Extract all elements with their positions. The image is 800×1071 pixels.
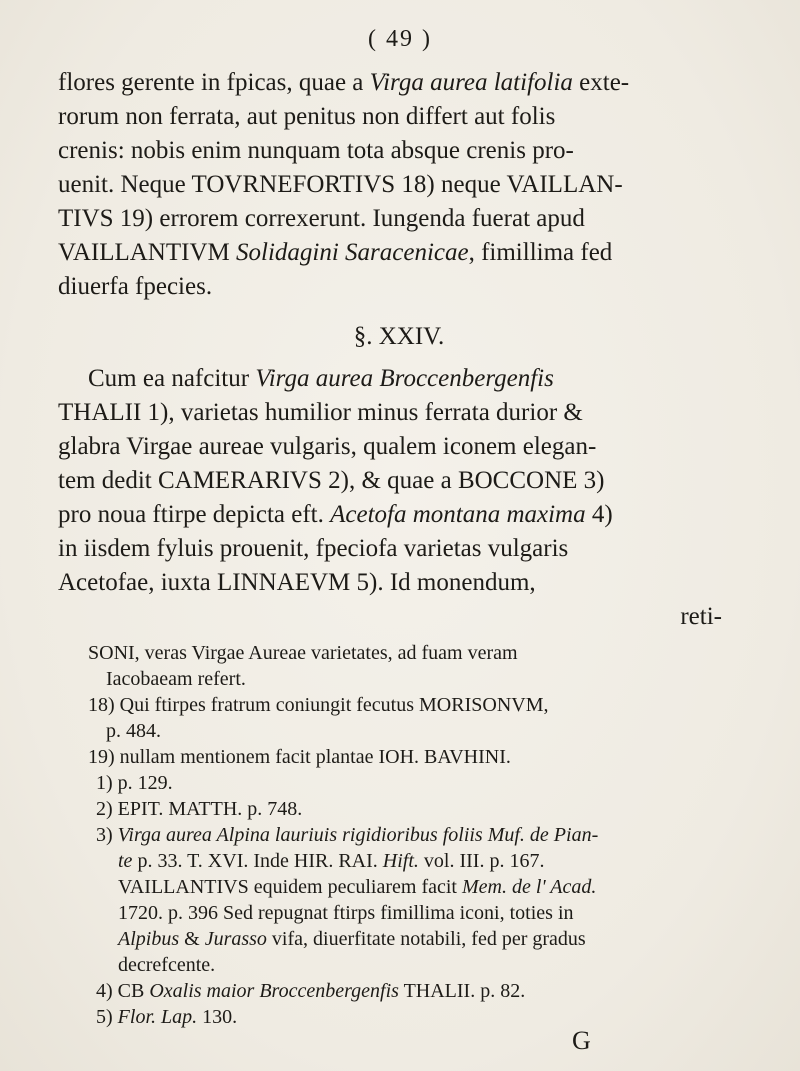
text-line: THALII 1), varietas humilior minus ferrata durior & <box>58 399 583 426</box>
italic-span: Alpibus <box>118 928 180 950</box>
text-line: uenit. Neque TOVRNEFORTIVS 18) neque VAILLAN- <box>58 171 623 198</box>
text-span: 4) <box>585 501 613 528</box>
text-span: 5) <box>96 1006 118 1028</box>
footnote-line <box>118 848 544 874</box>
text-line: tem dedit CAMERARIVS 2), & quae a BOCCONE 3) <box>58 467 605 494</box>
italic-span: Hift. <box>382 850 419 872</box>
text-span: THALII. p. 82. <box>398 980 526 1002</box>
footnote-line <box>118 926 586 952</box>
signature-mark: G <box>572 1026 591 1055</box>
text-line <box>58 236 740 270</box>
text-span: flores gerente in fpicas, quae a <box>58 69 370 96</box>
footnote-line <box>96 822 598 848</box>
italic-span: Flor. Lap. <box>117 1006 198 1028</box>
footnote-line: 2) EPIT. MATTH. p. 748. <box>96 798 303 820</box>
page-number: ( 49 ) <box>368 26 432 52</box>
italic-span: Jurasso <box>204 928 267 950</box>
footnote-line: p. 484. <box>106 720 161 742</box>
text-line: rorum non ferrata, aut penitus non differt aut folis <box>58 103 556 130</box>
text-span: vol. III. p. 167. <box>418 850 545 872</box>
catchword: reti- <box>680 603 722 630</box>
footnote-line: 19) nullam mentionem facit plantae IOH. BAVHINI. <box>88 746 511 768</box>
italic-span: Mem. de l' Acad. <box>461 876 597 898</box>
footnote-line: SONI, veras Virgae Aureae varietates, ad fuam veram <box>88 642 518 664</box>
footnote-line: 1) p. 129. <box>96 772 173 794</box>
text-span: 4) CB <box>96 980 150 1002</box>
footnote-line: decrefcente. <box>118 954 216 976</box>
footnote-line <box>96 978 525 1004</box>
text-span: pro noua ftirpe depicta eft. <box>58 501 331 528</box>
text-span: VAILLANTIVS equidem peculiarem facit <box>118 876 462 898</box>
text-line <box>58 498 740 532</box>
section-heading: §. XXIV. <box>353 323 445 350</box>
text-span: & <box>179 928 205 950</box>
text-line: crenis: nobis enim nunquam tota absque crenis pro- <box>58 137 574 164</box>
text-span: Cum ea nafcitur <box>88 365 256 392</box>
text-line: TIVS 19) errorem correxerunt. Iungenda fuerat apud <box>58 205 585 232</box>
footnote-line: 18) Qui ftirpes fratrum coniungit fecutus MORISONVM, <box>88 694 549 716</box>
text-span: vifa, diuerfitate notabili, fed per gradus <box>266 928 586 950</box>
text-line: diuerfa fpecies. <box>58 273 213 300</box>
text-line <box>88 362 770 396</box>
text-span: exte- <box>572 69 630 96</box>
text-line <box>58 66 740 100</box>
footnote-line: 1720. p. 396 Sed repugnat ftirps fimillima iconi, toties in <box>118 902 574 924</box>
text-line: in iisdem fyluis prouenit, fpeciofa varietas vulgaris <box>58 535 569 562</box>
italic-span: Virga aurea Broccenbergenfis <box>255 365 554 392</box>
text-span: p. 33. T. XVI. Inde HIR. RAI. <box>132 850 383 872</box>
footnote-line: Iacobaeam refert. <box>106 668 246 690</box>
text-span: , fimillima fed <box>468 239 613 266</box>
italic-span: Virga aurea latifolia <box>369 69 573 96</box>
text-line: glabra Virgae aureae vulgaris, qualem iconem elegan- <box>58 433 597 460</box>
text-line: Acetofae, iuxta LINNAEVM 5). Id monendum, <box>58 569 536 596</box>
footnote-line <box>118 874 596 900</box>
italic-span: Acetofa montana maxima <box>330 501 586 528</box>
text-span: 3) <box>96 824 118 846</box>
italic-span: te <box>118 850 133 872</box>
text-span: 130. <box>197 1006 238 1028</box>
italic-span: Oxalis maior Broccenbergenfis <box>149 980 399 1002</box>
footnote-line <box>96 1004 237 1030</box>
text-span: VAILLANTIVM <box>58 239 236 266</box>
italic-span: Solidagini Saracenicae <box>236 239 469 266</box>
italic-span: Virga aurea Alpina lauriuis rigidioribus foliis Muf. de Pian- <box>117 824 599 846</box>
